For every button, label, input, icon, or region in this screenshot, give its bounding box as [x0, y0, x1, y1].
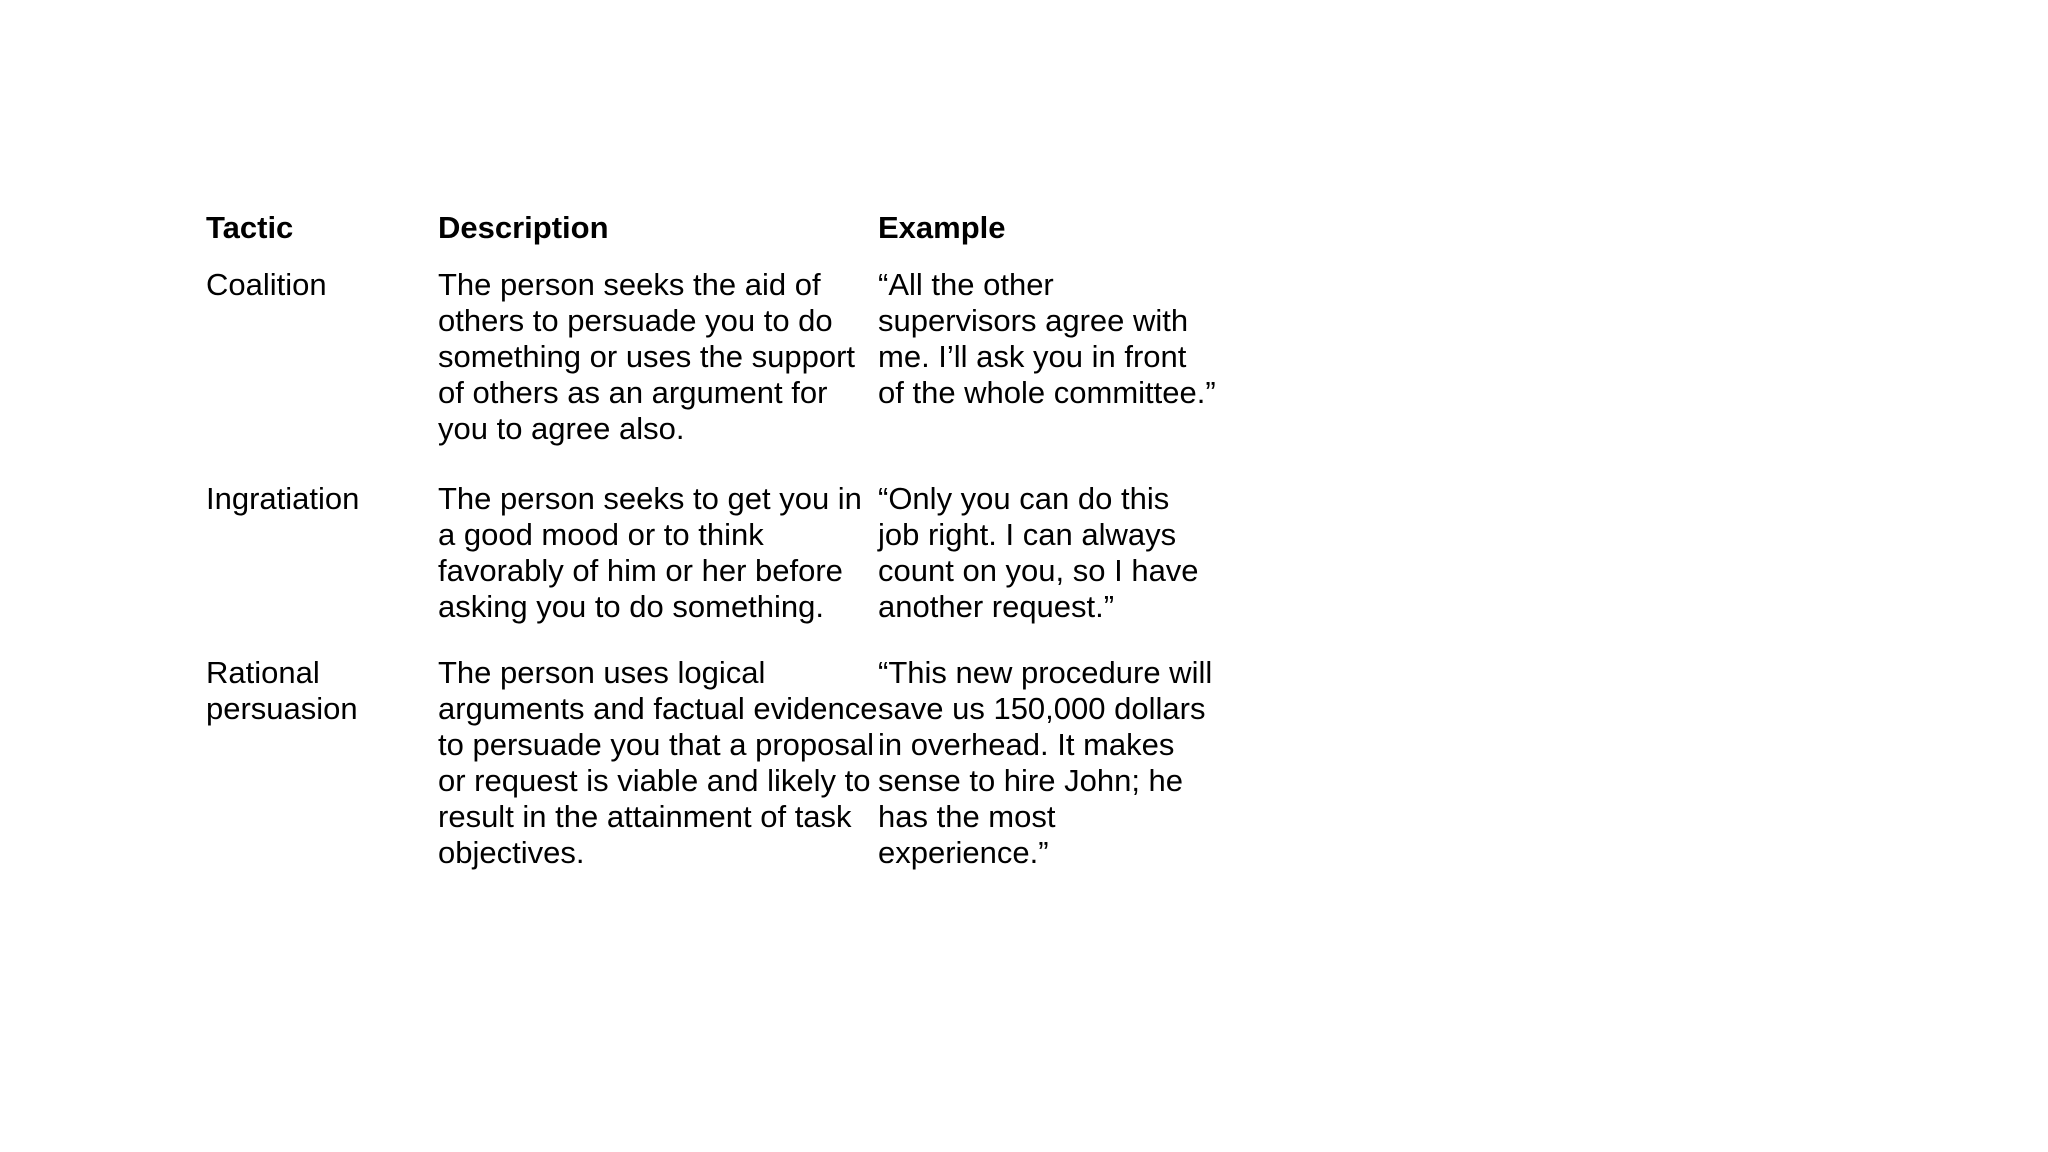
- row-ingratiation-example: “Only you can do this job right. I can always count on you, so I have another request.”: [878, 481, 1199, 624]
- row-rational-persuasion-tactic: Rational persuasion: [206, 655, 358, 726]
- row-rational-persuasion-description: The person uses logical arguments and factual evidence to persuade you that a proposal or request is viable and likely to result in the attainment of task objectives.: [438, 655, 878, 870]
- row-coalition-example: “All the other supervisors agree with me. I’ll ask you in front of the whole committee.”: [878, 267, 1216, 410]
- row-rational-persuasion-example: “This new procedure will save us 150,000 dollars in overhead. It makes sense to hire John; he has the most experience.”: [878, 655, 1213, 870]
- header-description: Description: [438, 210, 609, 245]
- row-ingratiation-description: The person seeks to get you in a good mood or to think favorably of him or her before asking you to do something.: [438, 481, 862, 624]
- header-example: Example: [878, 210, 1006, 245]
- header-tactic: Tactic: [206, 210, 294, 245]
- row-ingratiation-tactic: Ingratiation: [206, 481, 360, 516]
- tactics-table: [206, 210, 1218, 871]
- row-coalition-tactic: Coalition: [206, 267, 327, 302]
- row-coalition-description: The person seeks the aid of others to persuade you to do something or uses the support of others as an argument for you to agree also.: [438, 267, 856, 446]
